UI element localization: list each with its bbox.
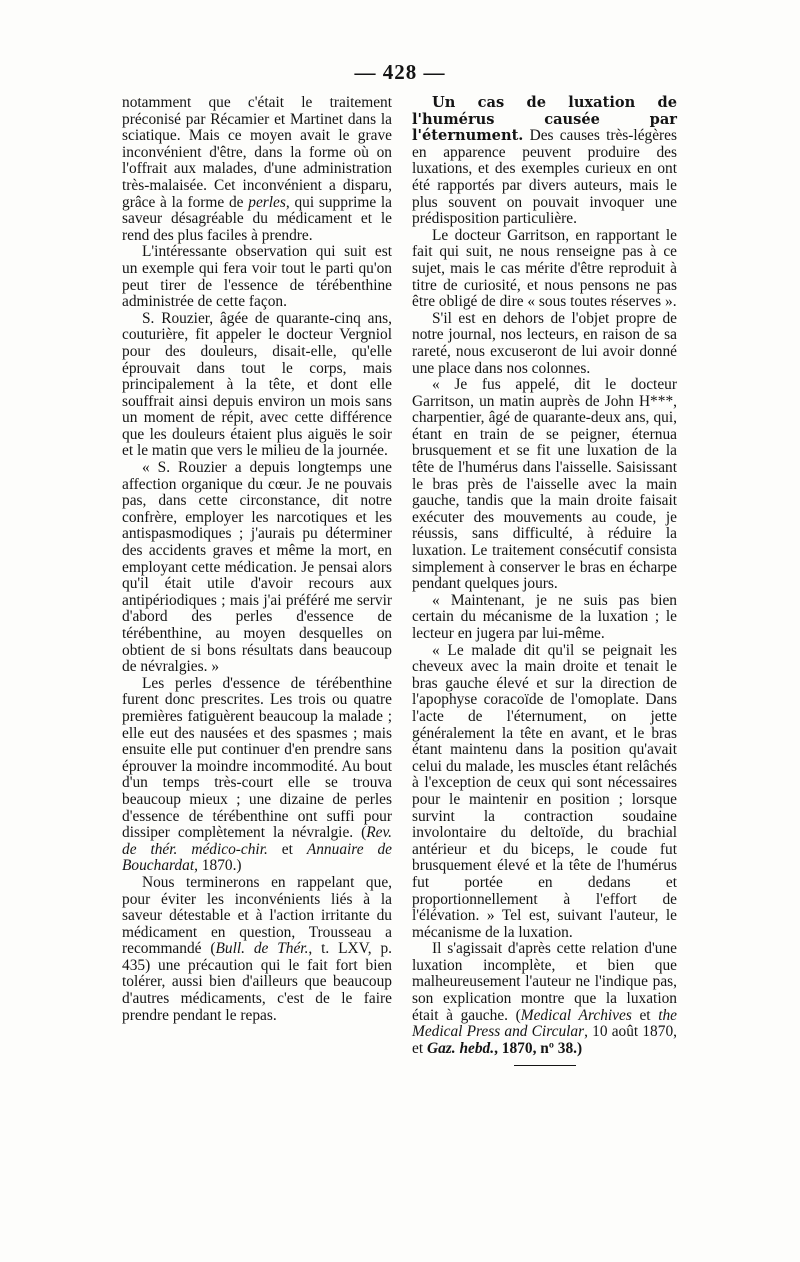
text-run: S'il est en dehors de l'objet propre de notre journal, nos lecteurs, en raison de sa rareté, nous excuseront de lui avoir donné une place dans nos colonnes. [412,309,677,377]
text-run: Des causes très-légères en apparence peuvent produire des luxations, et des exemples curieux en ont été rapportés par divers auteurs, mais le plus souvent on pouvait invoquer une prédisposition particulière. [412,127,677,228]
paragraph [122,676,392,875]
paragraph [412,95,677,228]
text-run: notamment que c'était le traitement préconisé par Récamier et Martinet dans la sciatique. Mais ce moyen avait le grave inconvénient d'être, dans la forme où on l'offrait aux malades, d'une administration très-malaisée. Cet inconvénient a disparu, grâce à la forme de [122,94,392,211]
text-run: « S. Rouzier a depuis longtemps une affection organique du cœur. Je ne pouvais pas, dans cette circonstance, dit notre confrère, employer les narcotiques et les antispasmodiques ; j'aurais pu déterminer des accidents graves et même la mort, en employant cette médication. Je pensai alors qu'il était utile d'avoir recours aux antipériodiques ; mais j'ai préféré me servir d'abord des perles d'essence de térébenthine, au moyen desquelles on obtient de si bons résultats dans beaucoup de névralgies. » [122,459,392,676]
page-number: — 428 — [354,60,446,84]
text-run: L'intéressante observation qui suit est un exemple qui fera voir tout le parti qu'on peut tirer de l'essence de térébenthine administrée de cette façon. [122,243,392,311]
paragraph [412,593,677,643]
text-run: « Je fus appelé, dit le docteur Garritson, un matin auprès de John H***, charpentier, âgé de quarante-deux ans, qui, étant en train de se peigner, éternua brusquement et se fit une luxation de la tête de l'humérus dans l'aisselle. Saisissant le bras près de l'aisselle avec la main gauche, tandis que la main droite faisait exécuter des mouvements au coude, je réussis, sans difficulté, à réduire la luxation. Le traitement consécutif consista simplement à conserver le bras en écharpe pendant quelques jours. [412,376,677,593]
paragraph [412,941,677,1057]
text-run: , t. LXV, p. 435) une précaution qui le fait fort bien tolérer, aussi bien d'ailleurs que beaucoup d'autres médicaments, c'est de le faire prendre pendant le repas. [122,940,392,1024]
text-run: , qui supprime la saveur désagréable du médicament et le rend des plus faciles à prendre. [122,193,393,244]
citation-text: Annuaire de Bouchardat [122,840,392,875]
paragraph [122,311,392,460]
text-run: Il s'agissait d'après cette relation d'une luxation incomplète, et bien que malheureusement l'auteur ne l'indique pas, son explication montre que la luxation était à gauche. ( [412,940,677,1024]
paragraph [412,228,677,311]
text-run: Le docteur Garritson, en rapportant le fait qui suit, ne nous renseigne pas à ce sujet, mais le cas mérite d'être reproduit à titre de curiosité, et nous pensons ne pas être obligé de dire « sous toutes réserves ». [412,226,677,311]
paragraph [412,311,677,377]
paragraph [122,875,392,1024]
text-run: « Le malade dit qu'il se peignait les cheveux avec la main droite et tenait le bras gauche élevé et sur la direction de l'apophyse coracoïde de l'omoplate. Dans l'acte de l'éternument, on jette généralement la tête en avant, et le bras étant maintenu dans la position qu'avait celui du malade, les muscles étant relâchés à l'exception de ceux qui sont nécessaires pour le maintenir en position ; lorsque survint la contraction soudaine involontaire du deltoïde, du brachial antérieur et du biceps, le coude fut brusquement élevé et la tête de l'humérus fut portée en dedans et proportionnellement à l'effort de l'élévation. » Tel est, suivant l'auteur, le mécanisme de la luxation. [412,641,677,941]
end-rule [514,1065,576,1066]
text-run: Nous terminerons en rappelant que, pour éviter les inconvénients liés à la saveur détestable et à l'action irritante du médicament en question, Trousseau a recommandé ( [122,873,392,958]
paragraph [122,244,392,310]
paragraph [412,643,677,942]
citation-text: perles [248,193,286,211]
text-run: , 10 août 1870, et [412,1023,677,1057]
left-column [122,95,392,1024]
citation-text: Gaz. hebd. [426,1039,495,1057]
right-column [412,95,677,1066]
text-run: , 1870.) [194,857,242,875]
citation-text: Bull. de Thér. [215,940,309,958]
text-run: Les perles d'essence de térébenthine furent donc prescrites. Les trois ou quatre premières fatiguèrent beaucoup la malade ; elle eut des nausées et des spasmes ; mais ensuite elle put continuer d'en prendre sans éprouver la moindre incommodité. Au bout d'un temps très-court elle se trouva beaucoup mieux ; une dizaine de perles d'essence de térébenthine ont suffi pour dissiper complètement la névralgie. ( [122,674,392,842]
text-run: et [631,1006,659,1024]
citation-text: Medical Archives [520,1006,632,1024]
article-heading: Un cas de luxation de l'humérus causée par l'éternument. [412,94,677,145]
paragraph [122,95,392,244]
bold-text: , 1870, nº 38.) [494,1039,583,1057]
text-run: et [267,840,307,858]
text-run: « Maintenant, je ne suis pas bien certain du mécanisme de la luxation ; le lecteur en jugera par lui-même. [412,591,677,642]
text-run: S. Rouzier, âgée de quarante-cinq ans, couturière, fit appeler le docteur Vergniol pour des douleurs, disait-elle, qu'elle éprouvait dans tout le corps, mais principalement à la tête, et dont elle souffrait ainsi depuis environ un mois sans un moment de répit, avec cette différence que les douleurs étaient plus aiguës le soir et le matin que vers le milieu de la journée. [122,309,392,460]
citation-text: Rev. de thér. médico-chir. [122,824,392,858]
paragraph [412,377,677,593]
citation-text: the Medical Press and Circular [412,1006,677,1041]
paragraph [122,460,392,676]
